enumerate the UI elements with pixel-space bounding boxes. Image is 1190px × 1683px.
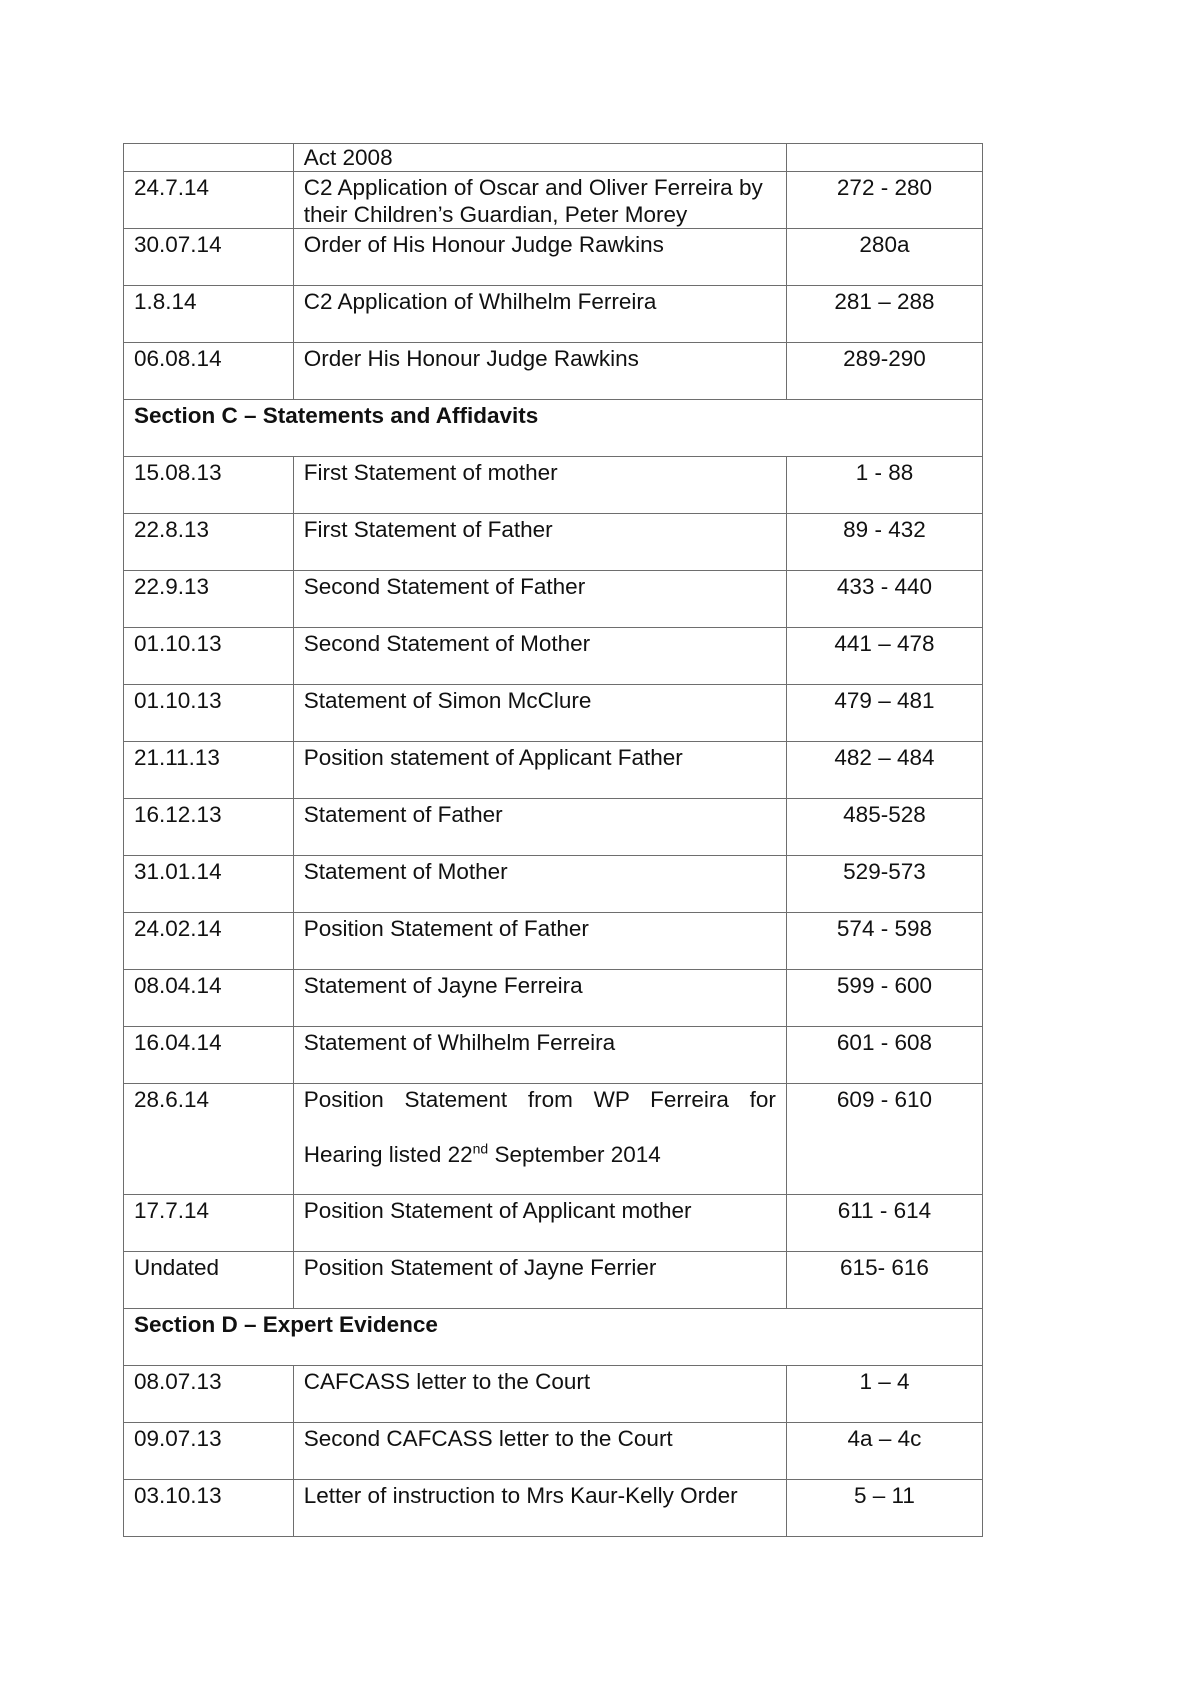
date-cell: 16.12.13: [124, 799, 294, 856]
description-cell: Statement of Jayne Ferreira: [293, 970, 786, 1027]
date-cell: 30.07.14: [124, 229, 294, 286]
date-cell: 15.08.13: [124, 457, 294, 514]
pages-cell: 482 – 484: [786, 742, 982, 799]
table-row: [124, 1027, 983, 1084]
date-cell: 16.04.14: [124, 1027, 294, 1084]
description-cell: Statement of Father: [293, 799, 786, 856]
bundle-index-table: [123, 143, 983, 1537]
pages-cell: 4a – 4c: [786, 1423, 982, 1480]
description-cell: C2 Application of Whilhelm Ferreira: [293, 286, 786, 343]
table-row: [124, 799, 983, 856]
description-cell: C2 Application of Oscar and Oliver Ferreira by their Children’s Guardian, Peter Morey: [293, 172, 786, 229]
table-row: [124, 144, 983, 172]
table-row: [124, 742, 983, 799]
table-row: [124, 571, 983, 628]
table-row: [124, 1423, 983, 1480]
date-cell: 17.7.14: [124, 1195, 294, 1252]
table-row: [124, 172, 983, 229]
table-row: [124, 970, 983, 1027]
description-cell: Statement of Whilhelm Ferreira: [293, 1027, 786, 1084]
date-cell: 03.10.13: [124, 1480, 294, 1537]
date-cell: 01.10.13: [124, 628, 294, 685]
date-cell: 22.9.13: [124, 571, 294, 628]
date-cell: 1.8.14: [124, 286, 294, 343]
description-cell: Act 2008: [293, 144, 786, 172]
description-cell: Order His Honour Judge Rawkins: [293, 343, 786, 400]
ordinal-suffix: nd: [472, 1140, 489, 1157]
table-row: [124, 286, 983, 343]
description-line-2: [304, 1141, 776, 1168]
description-cell: Second Statement of Father: [293, 571, 786, 628]
pages-cell: 289-290: [786, 343, 982, 400]
pages-cell: 611 - 614: [786, 1195, 982, 1252]
date-cell: 24.7.14: [124, 172, 294, 229]
date-cell: 08.04.14: [124, 970, 294, 1027]
pages-cell: [786, 144, 982, 172]
description-cell: Order of His Honour Judge Rawkins: [293, 229, 786, 286]
date-cell: [124, 144, 294, 172]
pages-cell: 599 - 600: [786, 970, 982, 1027]
table-row: [124, 343, 983, 400]
description-cell: Position Statement of Father: [293, 913, 786, 970]
table-row: [124, 514, 983, 571]
pages-cell: 1 - 88: [786, 457, 982, 514]
date-cell: 01.10.13: [124, 685, 294, 742]
pages-cell: 479 – 481: [786, 685, 982, 742]
pages-cell: 89 - 432: [786, 514, 982, 571]
date-cell: 31.01.14: [124, 856, 294, 913]
date-cell: 22.8.13: [124, 514, 294, 571]
description-cell: Position statement of Applicant Father: [293, 742, 786, 799]
pages-cell: 1 – 4: [786, 1366, 982, 1423]
pages-cell: 529-573: [786, 856, 982, 913]
pages-cell: 601 - 608: [786, 1027, 982, 1084]
pages-cell: 5 – 11: [786, 1480, 982, 1537]
section-header-row: [124, 400, 983, 457]
section-c-title: Section C – Statements and Affidavits: [124, 400, 983, 457]
table-row: [124, 1195, 983, 1252]
pages-cell: 609 - 610: [786, 1084, 982, 1195]
table-row: [124, 856, 983, 913]
description-cell: First Statement of mother: [293, 457, 786, 514]
description-line-2-start: Hearing listed 22: [303, 1142, 473, 1167]
table-row: [124, 229, 983, 286]
table-row: [124, 1084, 983, 1195]
description-cell: [293, 1084, 786, 1195]
date-cell: 06.08.14: [124, 343, 294, 400]
description-cell: Second Statement of Mother: [293, 628, 786, 685]
section-header-row: [124, 1309, 983, 1366]
description-cell: Statement of Mother: [293, 856, 786, 913]
table-row: [124, 1252, 983, 1309]
pages-cell: 485-528: [786, 799, 982, 856]
date-cell: 09.07.13: [124, 1423, 294, 1480]
table-row: [124, 628, 983, 685]
table-row: [124, 1480, 983, 1537]
description-cell: First Statement of Father: [293, 514, 786, 571]
date-cell: 28.6.14: [124, 1084, 294, 1195]
table-row: [124, 457, 983, 514]
description-cell: Statement of Simon McClure: [293, 685, 786, 742]
description-cell: Letter of instruction to Mrs Kaur-Kelly Order: [293, 1480, 786, 1537]
description-line-1: Position Statement from WP Ferreira for: [303, 1087, 776, 1112]
table-row: [124, 913, 983, 970]
table-row: [124, 1366, 983, 1423]
description-cell: Second CAFCASS letter to the Court: [293, 1423, 786, 1480]
pages-cell: 280a: [786, 229, 982, 286]
date-cell: Undated: [124, 1252, 294, 1309]
table-row: [124, 685, 983, 742]
pages-cell: 281 – 288: [786, 286, 982, 343]
section-d-title: Section D – Expert Evidence: [124, 1309, 983, 1366]
description-cell: Position Statement of Applicant mother: [293, 1195, 786, 1252]
pages-cell: 615- 616: [786, 1252, 982, 1309]
date-cell: 08.07.13: [124, 1366, 294, 1423]
date-cell: 21.11.13: [124, 742, 294, 799]
pages-cell: 272 - 280: [786, 172, 982, 229]
date-cell: 24.02.14: [124, 913, 294, 970]
description-cell: CAFCASS letter to the Court: [293, 1366, 786, 1423]
pages-cell: 574 - 598: [786, 913, 982, 970]
pages-cell: 441 – 478: [786, 628, 982, 685]
description-line-2-end: September 2014: [488, 1142, 661, 1167]
pages-cell: 433 - 440: [786, 571, 982, 628]
description-cell: Position Statement of Jayne Ferrier: [293, 1252, 786, 1309]
